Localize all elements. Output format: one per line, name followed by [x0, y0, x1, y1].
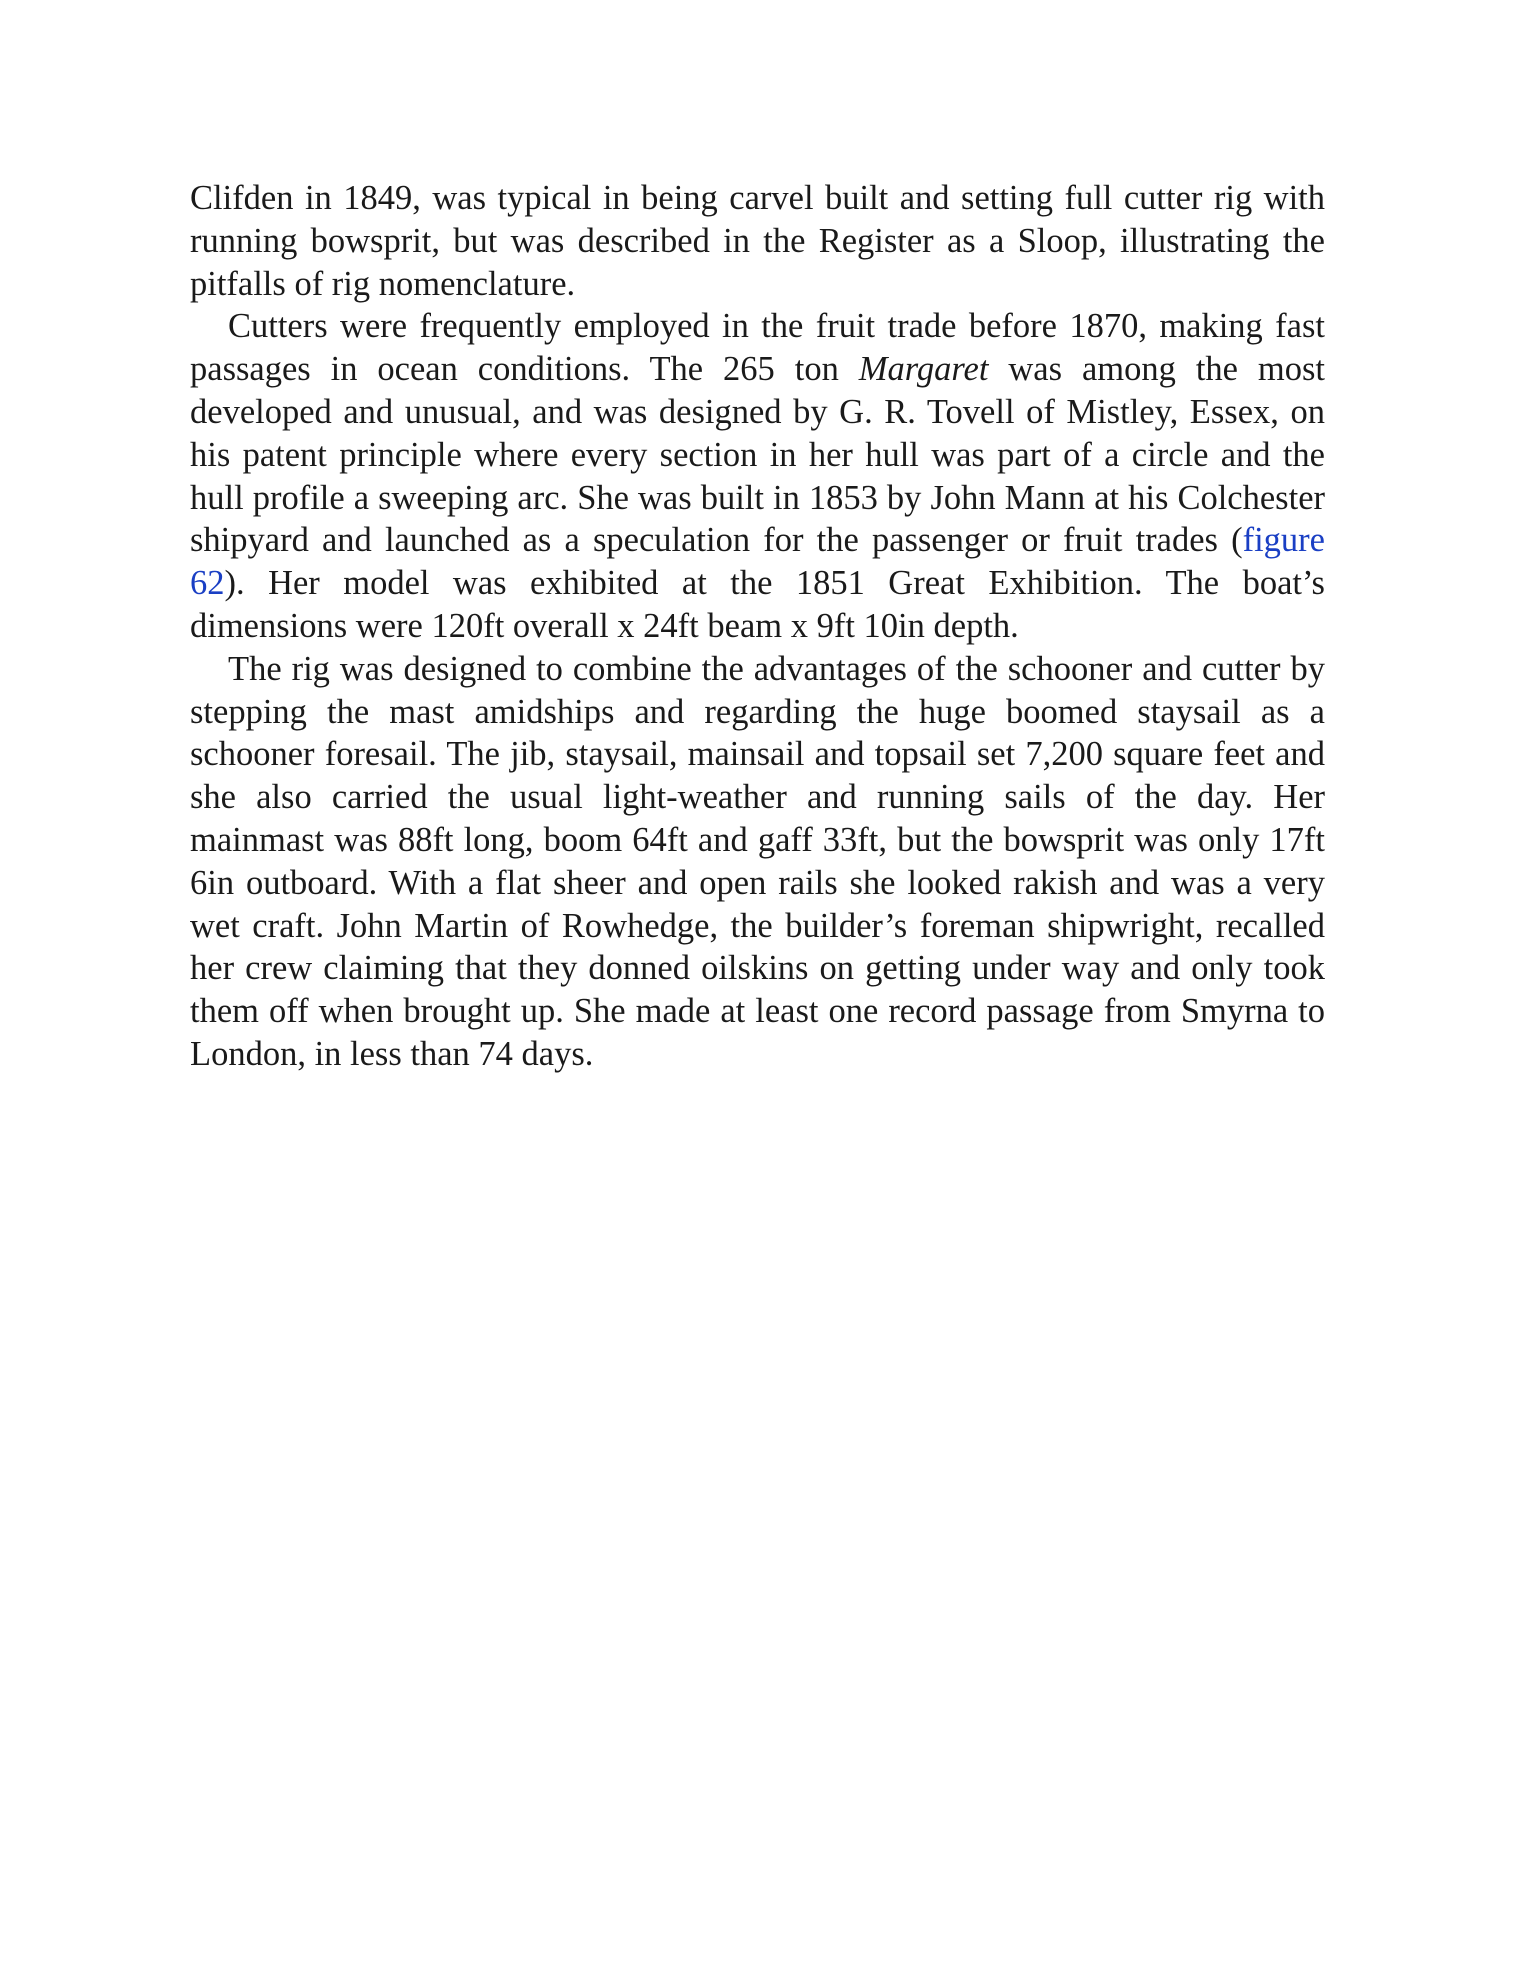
paragraph-margaret-text-b: was among the most developed and unusual, and was designed by G. R. Tovell of Mistley, Essex, on his patent principle where every section in her hull was part of a circle and the hull profile a sweeping arc. She was built in 1853 by John Mann at his Colchester shipyard and launched as a speculation for the passenger or fruit trades ( [190, 350, 1325, 560]
page-body [190, 177, 1325, 1076]
paragraph-margaret-text-a: Cutters were frequently employed in the fruit trade before 1870, making fast passages in ocean conditions. The 265 ton [190, 307, 1325, 389]
figure-62-link[interactable]: figure 62 [190, 521, 1325, 603]
paragraph-margaret [190, 305, 1325, 647]
paragraph-margaret-text-c: ). Her model was exhibited at the 1851 Great Exhibition. The boat’s dimensions were 120ft overall x 24ft beam x 9ft 10in depth. [190, 564, 1325, 645]
paragraph-continuation: Clifden in 1849, was typical in being carvel built and setting full cutter rig with running bowsprit, but was described in the Register as a Sloop, illustrating the pitfalls of rig nomenclature. [190, 179, 1325, 303]
paragraph-rig: The rig was designed to combine the advantages of the schooner and cutter by stepping the mast amidships and regarding the huge boomed staysail as a schooner foresail. The jib, staysail, mainsail and topsail set 7,200 square feet and she also carried the usual light-weather and running sails of the day. Her mainmast was 88ft long, boom 64ft and gaff 33ft, but the bowsprit was only 17ft 6in outboard. With a flat sheer and open rails she looked rakish and was a very wet craft. John Martin of Rowhedge, the builder’s foreman shipwright, recalled her crew claiming that they donned oilskins on getting under way and only took them off when brought up. She made at least one record passage from Smyrna to London, in less than 74 days. [190, 649, 1325, 1073]
ship-name: Margaret [858, 350, 989, 389]
